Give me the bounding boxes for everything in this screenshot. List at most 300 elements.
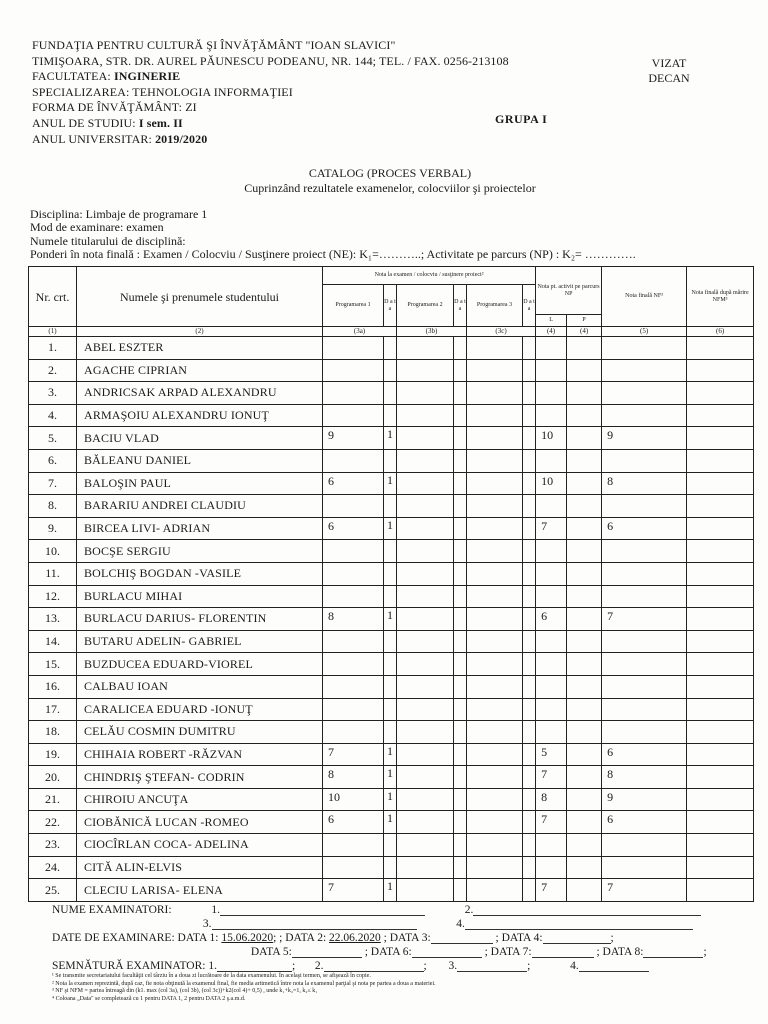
- grade-prog3: [467, 743, 523, 766]
- date-index-1: 1: [384, 427, 397, 450]
- final-grade-after-raise: [687, 337, 754, 360]
- date-index-2: [454, 630, 467, 653]
- exam-dates-label: DATE DE EXAMINARE:: [52, 932, 175, 944]
- final-grade: 9: [602, 788, 687, 811]
- grade-prog1: [323, 562, 384, 585]
- grade-prog1: 8: [323, 766, 384, 789]
- date-index-3: [523, 721, 536, 744]
- exam-dates-row-2: DATA 5: ; DATA 6: ; DATA 7: ; DATA 8: ;: [250, 946, 707, 958]
- grade-prog3: [467, 698, 523, 721]
- grade-prog2: [397, 766, 454, 789]
- date-index-2: [454, 359, 467, 382]
- student-name: CHINDRIŞ ŞTEFAN- CODRIN: [77, 766, 323, 789]
- activity-grade-p: [567, 834, 602, 857]
- final-grade: [602, 675, 687, 698]
- activity-grade-l: [536, 449, 567, 472]
- activity-grade-l: 7: [536, 811, 567, 834]
- grade-prog2: [397, 404, 454, 427]
- column-index: (6): [687, 327, 754, 337]
- examiner-3-field: [212, 918, 417, 930]
- final-grade-after-raise: [687, 472, 754, 495]
- date-index-1: [384, 382, 397, 405]
- student-name: BOLCHIŞ BOGDAN -VASILE: [77, 562, 323, 585]
- date-index-1: [384, 585, 397, 608]
- table-row: [29, 427, 754, 450]
- date-index-2: [454, 562, 467, 585]
- student-name: BOCŞE SERGIU: [77, 540, 323, 563]
- table-row: [29, 834, 754, 857]
- header-data-2: D a t a: [454, 285, 467, 327]
- grade-prog1: [323, 540, 384, 563]
- grade-prog1: 6: [323, 517, 384, 540]
- row-number: 16.: [29, 675, 77, 698]
- grades-table: [28, 266, 754, 902]
- table-row: [29, 811, 754, 834]
- exam-metadata: [30, 208, 636, 262]
- data6-field: [412, 946, 482, 958]
- faculty-line: FACULTATEA: INGINERIE: [32, 69, 181, 84]
- final-grade-after-raise: [687, 879, 754, 902]
- grade-prog2: [397, 337, 454, 360]
- grade-prog1: [323, 404, 384, 427]
- date-index-1: 1: [384, 743, 397, 766]
- row-number: 8.: [29, 495, 77, 518]
- grade-prog2: [397, 675, 454, 698]
- examiner-2-field: [473, 904, 701, 916]
- final-grade-after-raise: [687, 517, 754, 540]
- row-number: 14.: [29, 630, 77, 653]
- activity-grade-p: [567, 449, 602, 472]
- header-nfm: Nota finală după mărire NFM³: [687, 267, 754, 327]
- column-index: (1): [29, 327, 77, 337]
- final-grade-after-raise: [687, 382, 754, 405]
- final-grade-after-raise: [687, 585, 754, 608]
- student-name: CALBAU IOAN: [77, 675, 323, 698]
- student-name: BIRCEA LIVI- ADRIAN: [77, 517, 323, 540]
- date-index-1: [384, 675, 397, 698]
- final-grade-after-raise: [687, 675, 754, 698]
- activity-grade-p: [567, 495, 602, 518]
- exam-mode-line: Mod de examinare: examen: [30, 220, 164, 235]
- date-index-2: [454, 449, 467, 472]
- activity-grade-l: [536, 404, 567, 427]
- grade-prog3: [467, 495, 523, 518]
- signature-4-field: [579, 960, 649, 972]
- date-index-2: [454, 766, 467, 789]
- grade-prog1: [323, 834, 384, 857]
- date-index-3: [523, 562, 536, 585]
- header-data-1: D a t a: [384, 285, 397, 327]
- grade-prog3: [467, 562, 523, 585]
- student-name: CLECIU LARISA- ELENA: [77, 879, 323, 902]
- date-index-3: [523, 427, 536, 450]
- signature-row: SEMNĂTURĂ EXAMINATOR: 1. ; 2. ; 3. ; 4.: [52, 960, 649, 972]
- activity-grade-l: [536, 721, 567, 744]
- student-name: CELĂU COSMIN DUMITRU: [77, 721, 323, 744]
- header-nf: Nota finală NF³: [602, 267, 687, 327]
- date-index-3: [523, 675, 536, 698]
- activity-grade-p: [567, 472, 602, 495]
- final-grade: [602, 585, 687, 608]
- row-number: 13.: [29, 608, 77, 631]
- header-prog1: Programarea 1: [323, 285, 384, 327]
- decan-label: DECAN: [648, 71, 690, 85]
- header-data-3: D a t a: [523, 285, 536, 327]
- final-grade: 8: [602, 472, 687, 495]
- final-grade-after-raise: [687, 630, 754, 653]
- header-nr: Nr. crt.: [29, 267, 77, 327]
- activity-grade-l: [536, 359, 567, 382]
- activity-grade-l: 7: [536, 879, 567, 902]
- grade-prog3: [467, 449, 523, 472]
- grade-prog2: [397, 653, 454, 676]
- grade-prog3: [467, 608, 523, 631]
- grade-prog2: [397, 562, 454, 585]
- row-number: 15.: [29, 653, 77, 676]
- header-np: Nota pt. activit pe parcurs NP: [536, 267, 602, 315]
- grade-prog1: [323, 675, 384, 698]
- table-header: [29, 267, 754, 327]
- row-number: 5.: [29, 427, 77, 450]
- grade-prog2: [397, 585, 454, 608]
- table-row: [29, 675, 754, 698]
- date-index-1: [384, 404, 397, 427]
- activity-grade-p: [567, 879, 602, 902]
- table-row: [29, 585, 754, 608]
- grade-prog2: [397, 540, 454, 563]
- grade-prog1: [323, 382, 384, 405]
- examiner-2-num: 2.: [464, 904, 474, 916]
- examiner-1-num: 1.: [211, 904, 220, 916]
- grade-prog2: [397, 517, 454, 540]
- activity-grade-p: [567, 630, 602, 653]
- table-row: [29, 721, 754, 744]
- student-name: ARMAŞOIU ALEXANDRU IONUŢ: [77, 404, 323, 427]
- activity-grade-p: [567, 766, 602, 789]
- activity-grade-p: [567, 653, 602, 676]
- grade-prog2: [397, 879, 454, 902]
- grade-prog2: [397, 788, 454, 811]
- activity-grade-p: [567, 337, 602, 360]
- student-name: BACIU VLAD: [77, 427, 323, 450]
- activity-grade-p: [567, 540, 602, 563]
- date-index-2: [454, 675, 467, 698]
- table-row: [29, 495, 754, 518]
- specialization-value: TEHNOLOGIA INFORMAŢIEI: [132, 84, 293, 99]
- row-number: 19.: [29, 743, 77, 766]
- row-number: 7.: [29, 472, 77, 495]
- examiners-row: [52, 904, 701, 916]
- header-exam-group: Nota la examen / colocviu / susţinere proiect²: [323, 267, 536, 285]
- date-index-2: [454, 382, 467, 405]
- final-grade-after-raise: [687, 653, 754, 676]
- date-index-3: [523, 359, 536, 382]
- date-index-1: [384, 359, 397, 382]
- date-index-1: [384, 856, 397, 879]
- date-index-1: 1: [384, 517, 397, 540]
- activity-grade-p: [567, 743, 602, 766]
- signature-1-field: [217, 960, 292, 972]
- institution-header: [32, 38, 509, 147]
- date-index-1: 1: [384, 472, 397, 495]
- date-index-3: [523, 585, 536, 608]
- table-row: [29, 359, 754, 382]
- table-row: [29, 608, 754, 631]
- grade-prog2: [397, 427, 454, 450]
- activity-grade-p: [567, 698, 602, 721]
- grade-prog2: [397, 449, 454, 472]
- date-index-3: [523, 698, 536, 721]
- final-grade: [602, 698, 687, 721]
- date-index-3: [523, 834, 536, 857]
- date-index-2: [454, 608, 467, 631]
- activity-grade-p: [567, 675, 602, 698]
- date-index-1: 1: [384, 811, 397, 834]
- activity-grade-l: [536, 630, 567, 653]
- activity-grade-l: 8: [536, 788, 567, 811]
- date-index-3: [523, 608, 536, 631]
- row-number: 11.: [29, 562, 77, 585]
- date-index-2: [454, 653, 467, 676]
- student-name: CITĂ ALIN-ELVIS: [77, 856, 323, 879]
- grade-prog3: [467, 585, 523, 608]
- footnote-2: ² Nota la examen reprezintă, după caz, fie nota obţinută la examenul final, fie media aritmetică între nota la examenul parţial şi nota pe partea a doua a materiei.: [52, 980, 436, 987]
- final-grade: [602, 337, 687, 360]
- final-grade-after-raise: [687, 788, 754, 811]
- grade-prog3: [467, 675, 523, 698]
- grade-prog2: [397, 743, 454, 766]
- date-index-2: [454, 856, 467, 879]
- date-index-1: 1: [384, 788, 397, 811]
- student-name: CIOBĂNICĂ LUCAN -ROMEO: [77, 811, 323, 834]
- date-index-3: [523, 337, 536, 360]
- column-index: (4): [567, 327, 602, 337]
- table-row: [29, 788, 754, 811]
- table-row: [29, 743, 754, 766]
- date-index-3: [523, 382, 536, 405]
- table-row: [29, 856, 754, 879]
- date-index-1: [384, 721, 397, 744]
- student-name: CHIHAIA ROBERT -RĂZVAN: [77, 743, 323, 766]
- column-index: (5): [602, 327, 687, 337]
- row-number: 22.: [29, 811, 77, 834]
- data3-field: [431, 932, 493, 944]
- grade-prog1: 6: [323, 472, 384, 495]
- footnote-3: ³ NF şi NFM = partea întreagă din (k1. max (col 3a), (col 3b), (col 3c))+k2(col 4)+ 0,5) , unde k₁+k₂=1, k₂≤ k₁: [52, 988, 318, 994]
- grade-prog3: [467, 359, 523, 382]
- examiner-1-field: [220, 904, 425, 916]
- column-index: (3c): [467, 327, 536, 337]
- grade-prog2: [397, 856, 454, 879]
- signature-label: SEMNĂTURĂ EXAMINATOR:: [52, 960, 206, 972]
- academic-year-line: ANUL UNIVERSITAR: 2019/2020: [32, 131, 208, 146]
- date-index-3: [523, 495, 536, 518]
- final-grade-after-raise: [687, 495, 754, 518]
- student-name: ANDRICSAK ARPAD ALEXANDRU: [77, 382, 323, 405]
- activity-grade-p: [567, 788, 602, 811]
- activity-grade-p: [567, 359, 602, 382]
- date-index-2: [454, 472, 467, 495]
- final-grade: 9: [602, 427, 687, 450]
- exam-dates-row: DATE DE EXAMINARE: DATA 1: 15.06.2020; ; DATA 2: 22.06.2020 ; DATA 3: ; DATA 4: ;: [52, 932, 614, 944]
- table-row: [29, 630, 754, 653]
- final-grade-after-raise: [687, 698, 754, 721]
- final-grade-after-raise: [687, 743, 754, 766]
- activity-grade-p: [567, 811, 602, 834]
- date-index-3: [523, 653, 536, 676]
- grade-prog3: [467, 540, 523, 563]
- date-index-1: 1: [384, 766, 397, 789]
- signature-2-field: [324, 960, 424, 972]
- academic-year-value: 2019/2020: [155, 131, 208, 146]
- activity-grade-l: [536, 698, 567, 721]
- row-number: 10.: [29, 540, 77, 563]
- specialization-line: SPECIALIZAREA: TEHNOLOGIA INFORMAŢIEI: [32, 84, 293, 99]
- header-prog3: Programarea 3: [467, 285, 523, 327]
- student-name: CIOCÎRLAN COCA- ADELINA: [77, 834, 323, 857]
- data5-field: [292, 946, 362, 958]
- grade-prog1: 9: [323, 427, 384, 450]
- grade-prog1: 6: [323, 811, 384, 834]
- header-name: Numele şi prenumele studentului: [77, 267, 323, 327]
- table-row: [29, 449, 754, 472]
- date-index-3: [523, 856, 536, 879]
- date-index-3: [523, 540, 536, 563]
- row-number: 9.: [29, 517, 77, 540]
- final-grade-after-raise: [687, 359, 754, 382]
- final-grade-after-raise: [687, 540, 754, 563]
- grade-prog2: [397, 495, 454, 518]
- final-grade: 6: [602, 811, 687, 834]
- table-row: [29, 562, 754, 585]
- date-index-1: [384, 495, 397, 518]
- faculty-value: INGINERIE: [113, 69, 181, 84]
- final-grade: [602, 382, 687, 405]
- address-line: TIMIŞOARA, STR. DR. AUREL PĂUNESCU PODEANU, NR. 144; TEL. / FAX. 0256-213108: [32, 53, 509, 68]
- grade-prog1: [323, 630, 384, 653]
- student-name: BUTARU ADELIN- GABRIEL: [77, 630, 323, 653]
- final-grade: [602, 834, 687, 857]
- study-year-value: I sem. II: [138, 115, 183, 130]
- activity-grade-l: [536, 562, 567, 585]
- grade-prog1: 7: [323, 879, 384, 902]
- final-grade-after-raise: [687, 721, 754, 744]
- student-name: BURLACU DARIUS- FLORENTIN: [77, 608, 323, 631]
- activity-grade-l: [536, 856, 567, 879]
- grade-prog1: [323, 721, 384, 744]
- row-number: 1.: [29, 337, 77, 360]
- final-grade: [602, 540, 687, 563]
- date-index-1: [384, 449, 397, 472]
- row-number: 20.: [29, 766, 77, 789]
- activity-grade-l: [536, 585, 567, 608]
- study-form-line: FORMA DE ÎNVĂŢĂMÂNT: ZI: [32, 100, 197, 115]
- activity-grade-l: [536, 337, 567, 360]
- activity-grade-l: 10: [536, 472, 567, 495]
- date-index-1: 1: [384, 879, 397, 902]
- final-grade: [602, 495, 687, 518]
- examiners-label: NUME EXAMINATORI:: [52, 904, 172, 916]
- row-number: 17.: [29, 698, 77, 721]
- student-name: BARARIU ANDREI CLAUDIU: [77, 495, 323, 518]
- examiner-4-num: 4.: [456, 918, 465, 930]
- grade-prog3: [467, 653, 523, 676]
- activity-grade-p: [567, 585, 602, 608]
- column-index: (4): [536, 327, 567, 337]
- grade-prog1: [323, 585, 384, 608]
- header-p: P: [567, 315, 602, 327]
- examiner-3-num: 3.: [202, 918, 212, 930]
- date-index-2: [454, 879, 467, 902]
- footnotes: [52, 973, 436, 1003]
- final-grade: [602, 630, 687, 653]
- table-row: [29, 698, 754, 721]
- final-grade: 7: [602, 879, 687, 902]
- weights-line: Ponderi în nota finală : Examen / Colocviu / Susţinere proiect (NE): K₁=………..; Activitate pe parcurs (NP) : K₂= ………….: [30, 247, 636, 262]
- table-row: [29, 337, 754, 360]
- date-index-2: [454, 811, 467, 834]
- final-grade-after-raise: [687, 404, 754, 427]
- data4-field: [543, 932, 611, 944]
- vizat-label: VIZAT: [651, 56, 687, 70]
- date-index-2: [454, 517, 467, 540]
- row-number: 2.: [29, 359, 77, 382]
- table-row: [29, 472, 754, 495]
- student-name: BUZDUCEA EDUARD-VIOREL: [77, 653, 323, 676]
- document-subtitle: Cuprinzând rezultatele examenelor, colocviilor şi proiectelor: [244, 181, 536, 195]
- foundation-name: FUNDAŢIA PENTRU CULTURĂ ŞI ÎNVĂŢĂMÂNT "IOAN SLAVICI": [32, 38, 396, 52]
- row-number: 6.: [29, 449, 77, 472]
- grade-prog2: [397, 359, 454, 382]
- activity-grade-l: 10: [536, 427, 567, 450]
- data8-field: [643, 946, 703, 958]
- date-index-2: [454, 427, 467, 450]
- grade-prog2: [397, 811, 454, 834]
- final-grade: 6: [602, 517, 687, 540]
- date-index-3: [523, 743, 536, 766]
- grade-prog3: [467, 472, 523, 495]
- table-row: [29, 653, 754, 676]
- table-body: [29, 327, 754, 902]
- date-index-3: [523, 472, 536, 495]
- row-number: 23.: [29, 834, 77, 857]
- grade-prog1: 10: [323, 788, 384, 811]
- grade-prog1: [323, 337, 384, 360]
- date-index-1: [384, 630, 397, 653]
- final-grade: [602, 449, 687, 472]
- date-index-3: [523, 766, 536, 789]
- final-grade: 7: [602, 608, 687, 631]
- date-index-1: [384, 337, 397, 360]
- activity-grade-l: [536, 540, 567, 563]
- final-grade: [602, 653, 687, 676]
- date-index-3: [523, 630, 536, 653]
- row-number: 4.: [29, 404, 77, 427]
- footnote-1: ¹ Se transmite secretariatului facultăţii cel târziu în a doua zi lucrătoare de la data examenului. În acelaşi termen, se afişează în copie.: [52, 973, 371, 979]
- date-index-3: [523, 404, 536, 427]
- grade-prog2: [397, 698, 454, 721]
- date-index-2: [454, 698, 467, 721]
- table-row: [29, 879, 754, 902]
- examiner-4-field: [465, 918, 693, 930]
- date-index-1: [384, 562, 397, 585]
- table-row: [29, 404, 754, 427]
- header-prog2: Programarea 2: [397, 285, 454, 327]
- activity-grade-l: [536, 834, 567, 857]
- activity-grade-p: [567, 856, 602, 879]
- footnote-4: ⁴ Coloana „Data" se completează cu 1 pentru DATA 1, 2 pentru DATA 2 ş.a.m.d.: [52, 995, 246, 1002]
- final-grade-after-raise: [687, 856, 754, 879]
